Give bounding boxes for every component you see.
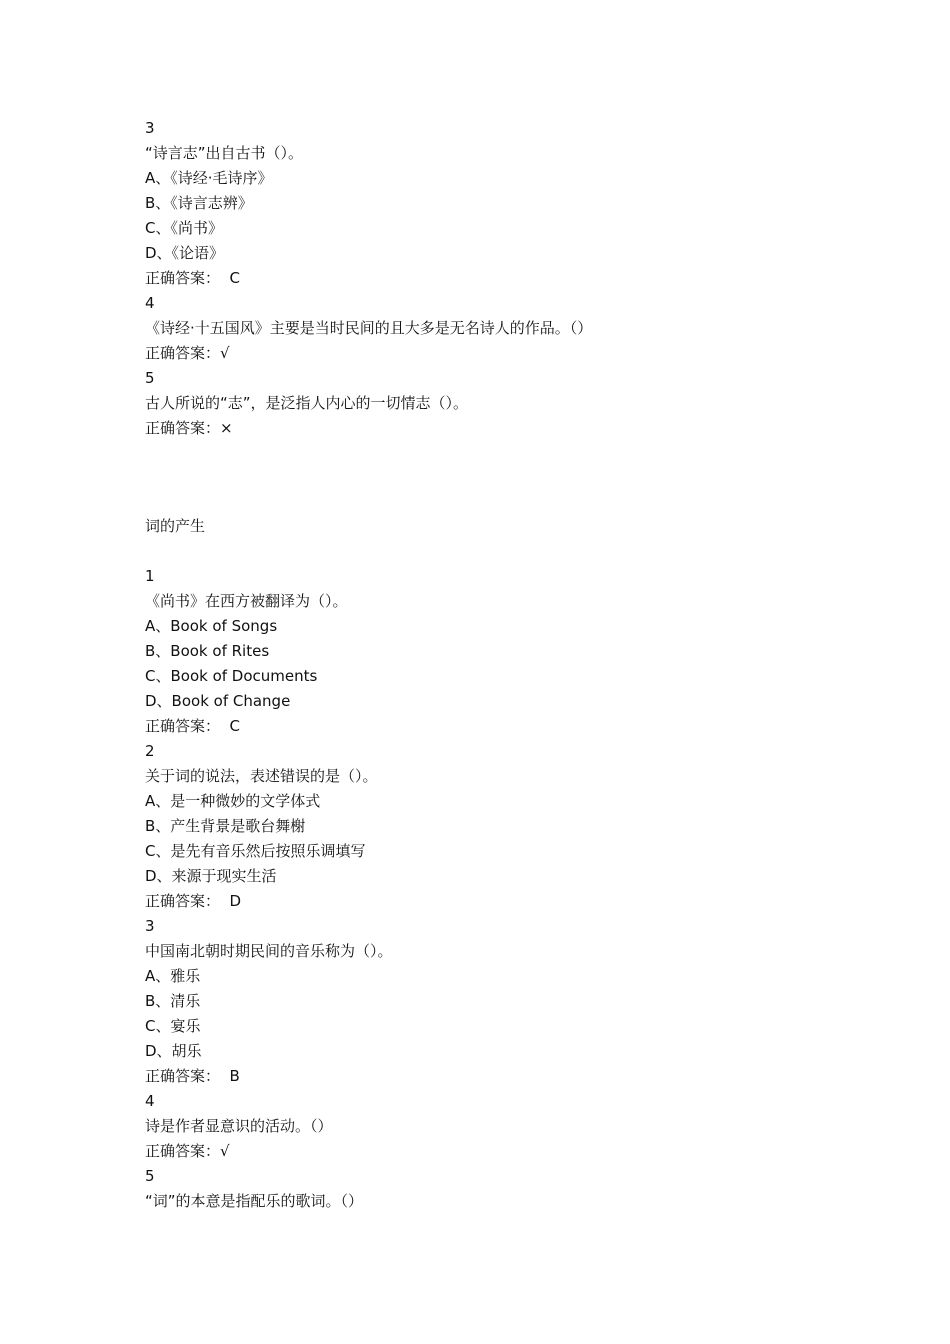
question-text: 诗是作者显意识的活动。（） [145, 1117, 333, 1135]
question-text: “词”的本意是指配乐的歌词。（） [145, 1192, 364, 1210]
correct-answer: 正确答案： D [145, 892, 242, 910]
question-block [145, 366, 905, 441]
correct-answer: 正确答案：√ [145, 1142, 230, 1160]
spacer [145, 539, 905, 564]
question-number: 3 [145, 119, 155, 137]
question-block [145, 564, 905, 739]
option-a: A、Book of Songs [145, 617, 278, 635]
option-c: C、宴乐 [145, 1017, 201, 1035]
option-c: C、《尚书》 [145, 219, 223, 237]
section-title: 词的产生 [145, 517, 206, 535]
document-page [145, 116, 905, 1214]
question-number: 1 [145, 567, 155, 585]
option-b: B、清乐 [145, 992, 201, 1010]
option-a: A、是一种微妙的文学体式 [145, 792, 321, 810]
option-a: A、雅乐 [145, 967, 201, 985]
question-number: 5 [145, 369, 155, 387]
option-b: B、Book of Rites [145, 642, 270, 660]
question-block [145, 291, 905, 366]
question-block [145, 1164, 905, 1214]
option-b: B、《诗言志辨》 [145, 194, 253, 212]
question-block [145, 116, 905, 291]
question-text: 《尚书》在西方被翻译为（）。 [145, 592, 348, 610]
question-text: 中国南北朝时期民间的音乐称为（）。 [145, 942, 393, 960]
correct-answer: 正确答案：√ [145, 344, 230, 362]
question-number: 2 [145, 742, 155, 760]
question-number: 3 [145, 917, 155, 935]
option-d: D、来源于现实生活 [145, 867, 277, 885]
question-number: 5 [145, 1167, 155, 1185]
question-block [145, 739, 905, 914]
question-text: 古人所说的“志”，是泛指人内心的一切情志（）。 [145, 394, 469, 412]
correct-answer: 正确答案： B [145, 1067, 240, 1085]
spacer [145, 441, 905, 514]
option-d: D、胡乐 [145, 1042, 202, 1060]
question-text: 《诗经·十五国风》主要是当时民间的且大多是无名诗人的作品。（） [145, 319, 593, 337]
option-c: C、Book of Documents [145, 667, 318, 685]
question-text: “诗言志”出自古书（）。 [145, 144, 304, 162]
option-b: B、产生背景是歌台舞榭 [145, 817, 306, 835]
option-c: C、是先有音乐然后按照乐调填写 [145, 842, 366, 860]
correct-answer: 正确答案： C [145, 269, 241, 287]
option-d: D、Book of Change [145, 692, 291, 710]
question-block [145, 914, 905, 1089]
correct-answer: 正确答案： C [145, 717, 241, 735]
option-a: A、《诗经·毛诗序》 [145, 169, 273, 187]
option-d: D、《论语》 [145, 244, 225, 262]
correct-answer: 正确答案：× [145, 419, 233, 437]
question-text: 关于词的说法，表述错误的是（）。 [145, 767, 378, 785]
question-number: 4 [145, 294, 155, 312]
question-block [145, 1089, 905, 1164]
question-number: 4 [145, 1092, 155, 1110]
